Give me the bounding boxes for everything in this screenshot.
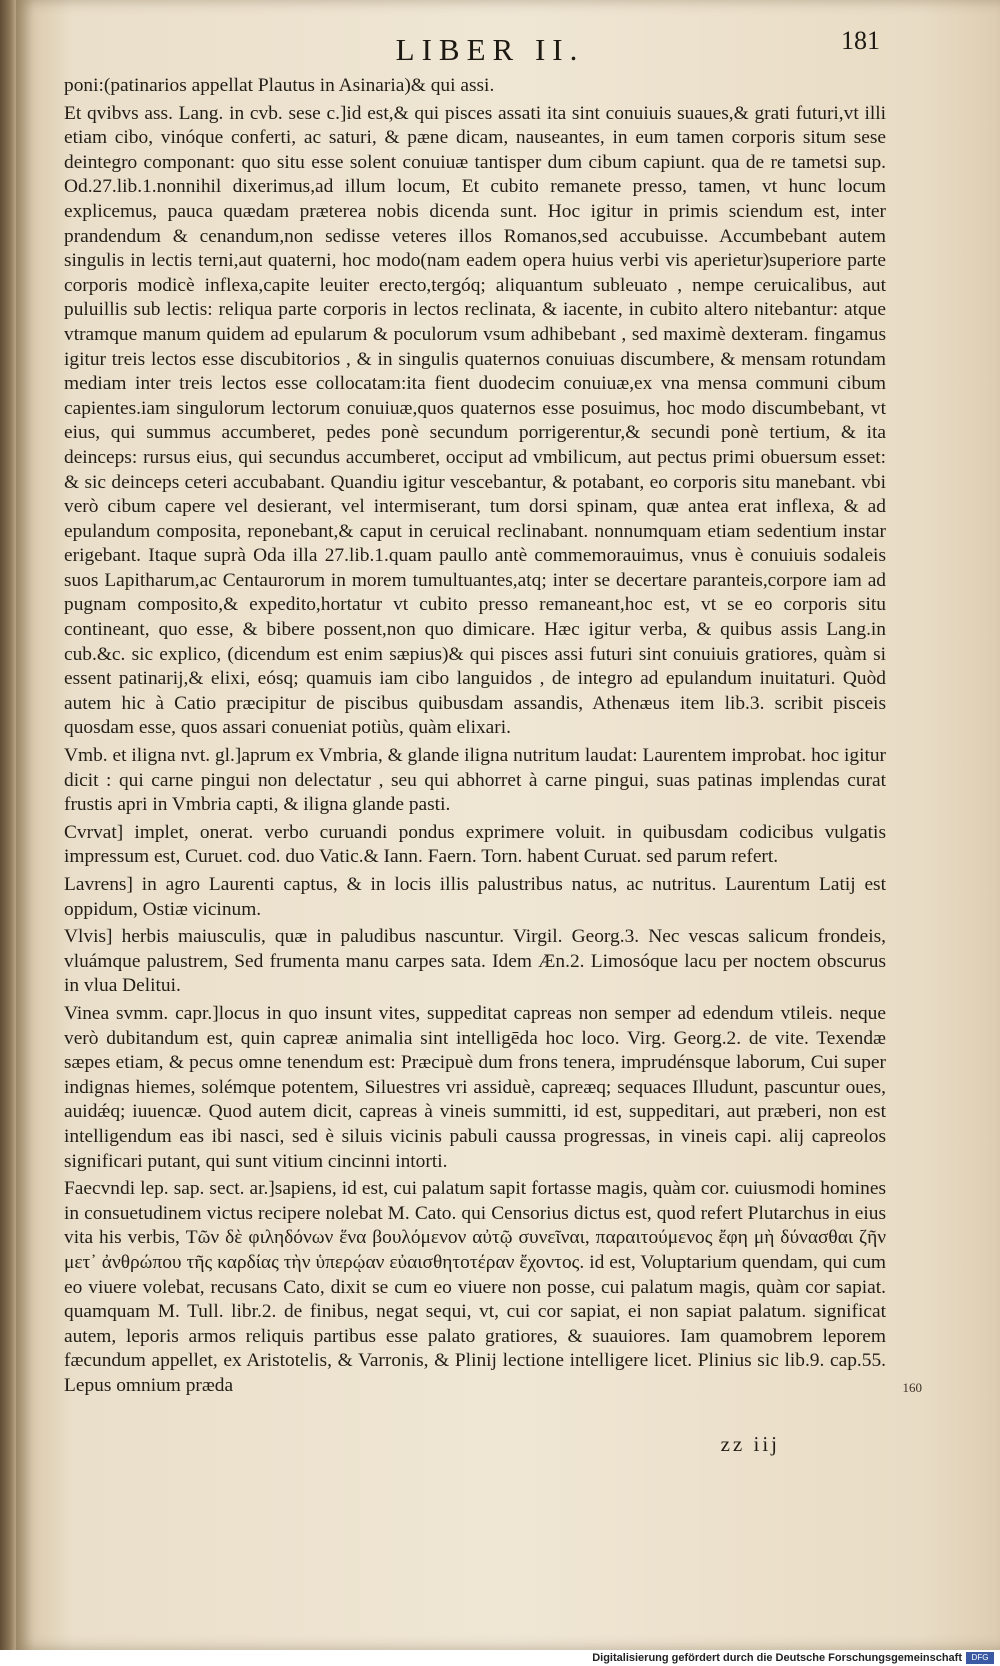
paragraph: Et qvibvs ass. Lang. in cvb. sese c.]id est,& qui pisces assati ita sint conuiuis suaues,& grati futuri,vt illi etiam cibo, vinóque conferti, ac saturi, & pæne dicam, nauseantes, in eum tamen corporis situm sese deintegro componant: quo situ esse solent conuiuæ tantisper dum cibum capiunt. qua de re tametsi sup. Od.27.lib.1.nonnihil dixerimus,ad illum locum, Et cubito remanete presso, tamen, vt hunc locum explicemus, pauca quædam præterea nobis dicenda sunt. Hoc igitur in primis sciendum est, inter prandendum & cenandum,non sedisse veteres illos Romanos,sed accubuisse. Accumbebant autem singulis in lectis terni,aut quaterni, hoc modo(nam eadem opera huius verbi vis aperietur)superiore parte corporis modicè inflexa,capite leuiter erecto,tergóq; aliquantum subleuato , nempe ceruicalibus, aut puluillis sub lectis: reliqua parte corporis in lectos reclinata, & iacente, in cubito altero nitebantur: atque vtramque manum quidem ad epularum & poculorum vsum adhibebant , sed maximè dexteram. fingamus igitur treis lectos esse discubitorios , & in singulis quaternos conuiuas discumbere, & mensam rotundam mediam inter treis lectos esse collocatam:ita fient duodecim conuiuæ,ex vna mensa communi cibum capientes.iam singulorum lectorum conuiuæ,quos quaternos esse posuimus, hoc modo discumbebant, vt eius, qui summus accumberet, pedes ponè secundum porrigerentur,& secundi ponè tertium, & ita deinceps: rursus eius, qui secundus accumberet, occiput ad vmbilicum, aut pectus primi obuersum esset: & sic deinceps ceteri accubabant. Quandiu igitur vescebantur, & potabant, eo corporis situ manebant. vbi verò cibum capere vel desierant, vel intermiserant, tum dorsi spinam, quæ antea erat inflexa, & ad epulandum composita, reponebant,& caput in ceruical reclinabant. nonnumquam etiam sedentium instar erigebant. Itaque suprà Oda illa 27.lib.1.quam paullo antè commemorauimus, vnus è conuiuis sodaleis suos Lapitharum,ac Centaurorum in morem tumultuantes,atq; inter se decertare paranteis,corpore iam ad pugnam composito,& expedito,hortatur vt cubito presso remaneant,hoc est, vt se eo corporis situ contineant, quo esse, & bibere possent,non quo dimicare. Hæc igitur verba, & quibus assis Lang.in cub.&c. sic explico, (dicendum est enim sæpius)& qui pisces assi futuri sint conuiuis gratiores, quàm si essent patinarij,& elixi, eósq; quamuis iam cibo languidos , de integro ad epulandum inuitaturi. Quòd autem hic à Catio præcipitur de piscibus quibusdam assandis, Athenæus item lib.3. scribit pisceis quosdam esse, quos assari conueniat potiùs, quàm elixari. [64,102,886,739]
dfg-logo-icon: DFG [966,1652,994,1664]
paragraph: Cvrvat] implet, onerat. verbo curuandi pondus exprimere voluit. in quibusdam codicibus vulgatis impressum est, Curuet. cod. duo Vatic.& Iann. Faern. Torn. habent Curuat. sed parum refert. [64,821,886,868]
paragraph: Faecvndi lep. sap. sect. ar.]sapiens, id est, cui palatum sapit fortasse magis, quàm cor. cuiusmodi homines in consuetudinem victus recipere nolebat M. Cato. qui Censorius dictus est, quod refert Plutarchus in eius vita his verbis, Τῶν δὲ φιληδόνων ἕνα βουλόμενον αὐτῷ συνεῖναι, παραιτούμενος ἔφη μὴ δύνασθαι ζῆν μετ᾽ ἀνθρώπου τῆς καρδίας τὴν ὑπερῴαν εὐαισθητοτέραν ἔχοντος. id est, Voluptarium quendam, qui cum eo viuere volebat, recusans Cato, dixit se cum eo viuere non posse, cui palatum magis, quàm cor sapiat. quamquam M. Tull. libr.2. de finibus, negat sequi, vt, cui cor sapiat, ei non sapiat palatum. significat autem, leporis armos reliquis partibus esse palato gratiores, & suauiores. Iam quamobrem leporem fæcundum appellet, ex Aristotelis, & Varronis, & Plinij lectione intelligere licet. Plinius sic lib.9. cap.55. Lepus omnium præda [64,1178,886,1396]
signature-mark: zz iij [720,1432,780,1456]
digitization-footer [0,1650,1000,1666]
paragraph: poni:(patinarios appellat Plautus in Asinaria)& qui assi. [64,75,495,96]
paragraph: Vlvis] herbis maiusculis, quæ in paludibus nascuntur. Virgil. Georg.3. Nec vescas salicum frondeis, vluámque palustrem, Sed frumenta manu carpes sata. Idem Æn.2. Limosóque lacu per noctem obscurus in vlua Delitui. [64,926,886,997]
page-number: 181 [841,26,880,55]
margin-number: 160 [902,1380,922,1395]
running-title: LIBER II. [395,32,585,67]
footer-credit: Digitalisierung gefördert durch die Deutsche Forschungsgemeinschaft [592,1652,962,1664]
book-gutter [0,0,16,1650]
paragraph: Vinea svmm. capr.]locus in quo insunt vites, suppeditat capreas non semper ad edendum vtileis. neque verò dubitandum est, quin capreæ animalia sint intelligēda hoc loco. Virg. Georg.2. de vite. Texendæ sæpes etiam, & pecus omne tenendum est: Præcipuè dum frons tenera, imprudénsque laborum, Cui super indignas hiemes, solémque potentem, Siluestres vri assiduè, capreæq; sequaces Illudunt, pascuntur oues, auidǽq; iuuencæ. Quod autem dicit, capreas à vineis summitti, id est, suppeditari, aut præberi, non est intelligendum eas ibi nasci, sed è siluis vicinis pabuli caussa progressas, in vineis capi. alij capreolos significari putant, qui sunt vitium cincinni intorti. [64,1002,886,1172]
commentary-text [64,74,886,1398]
paragraph: Vmb. et ilignа nvt. gl.]aprum ex Vmbria, & glande iligna nutritum laudat: Laurentem improbat. hoc igitur dicit : qui carne pingui non delectatur , seu qui abhorret à carne pingui, suas patinas implendas curat frustis apri in Vmbria capti, & iligna glande pasti. [64,745,886,816]
paragraph: Lavrens] in agro Laurenti captus, & in locis illis palustribus natus, ac nutritus. Laurentum Latij est oppidum, Ostiæ vicinum. [64,874,886,920]
